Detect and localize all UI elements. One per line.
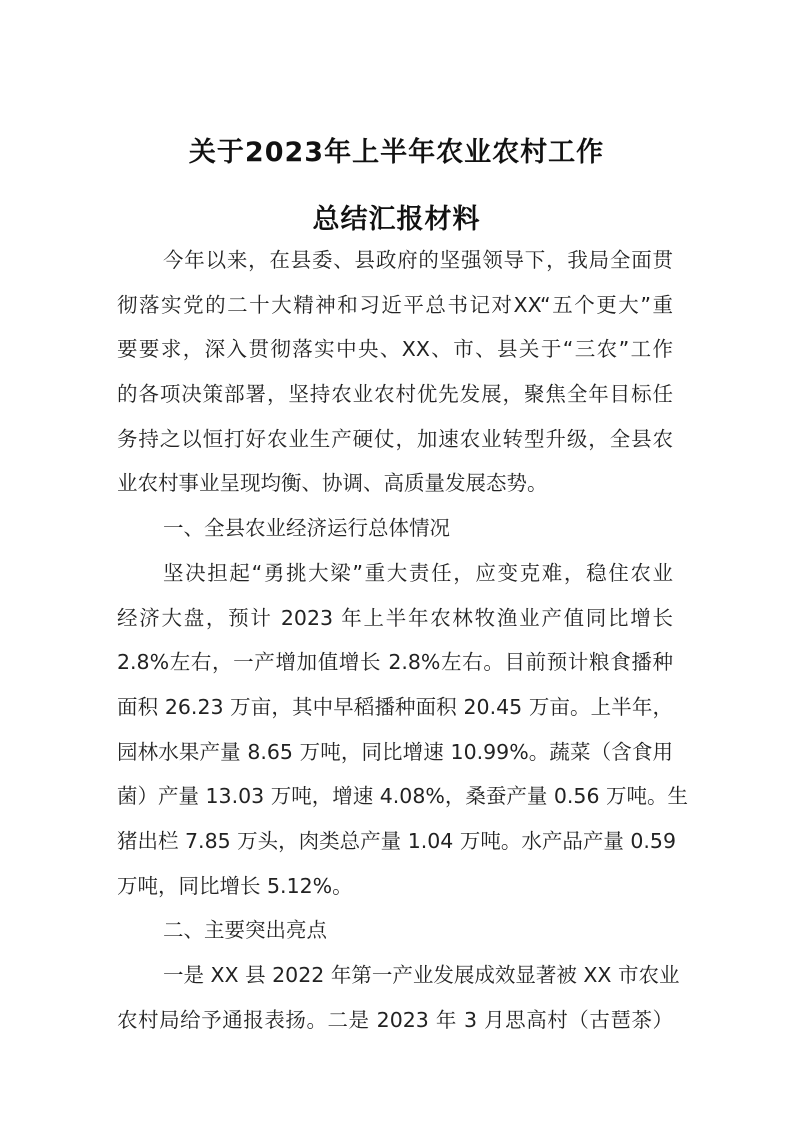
- text-line: 经济大盘，预计 2023 年上半年农林牧渔业产值同比增长: [117, 605, 673, 630]
- section-heading: [117, 916, 673, 961]
- paragraph: [117, 559, 689, 917]
- text-line: 园林水果产量 8.65 万吨，同比增速 10.99%。蔬菜（含食用: [117, 739, 673, 764]
- document-title-line-1: 关于2023年上半年农业农村工作: [188, 137, 605, 168]
- text-line: 要要求，深入贯彻落实中央、XX、市、县关于“三农”工作: [117, 337, 673, 362]
- section-heading: [117, 514, 673, 559]
- text-line: 一是 XX 县 2022 年第一产业发展成效显著被 XX 市农业: [163, 963, 680, 987]
- text-line: 今年以来，在县委、县政府的坚强领导下，我局全面贯: [163, 248, 673, 272]
- text-line: 的各项决策部署，坚持农业农村优先发展，聚焦全年目标任: [117, 382, 673, 407]
- text-line: 二、主要突出亮点: [163, 918, 327, 943]
- text-line: 2.8%左右，一产增加值增长 2.8%左右。目前预计粮食播种: [117, 650, 673, 675]
- text-line: 万吨，同比增长 5.12%。: [117, 873, 353, 898]
- text-line: 业农村事业呈现均衡、协调、高质量发展态势。: [117, 471, 548, 496]
- paragraph: [117, 246, 673, 514]
- text-line: 面积 26.23 万亩，其中早稻播种面积 20.45 万亩。上半年，: [117, 694, 673, 719]
- text-line: 坚决担起“勇挑大梁”重大责任，应变克难，稳住农业: [163, 560, 673, 585]
- text-line: 菌）产量 13.03 万吨，增速 4.08%，桑蚕产量 0.56 万吨。生: [117, 784, 689, 809]
- document-title-line-2: 总结汇报材料: [312, 204, 481, 235]
- text-line: 一、全县农业经济运行总体情况: [163, 516, 450, 541]
- text-line: 务持之以恒打好农业生产硬仗，加速农业转型升级，全县农: [117, 426, 673, 451]
- text-line: 农村局给予通报表扬。二是 2023 年 3 月思高村（古琶茶）: [117, 1007, 673, 1032]
- paragraph: [117, 961, 680, 1050]
- text-line: 猪出栏 7.85 万头，肉类总产量 1.04 万吨。水产品产量 0.59: [117, 828, 677, 853]
- text-line: 彻落实党的二十大精神和习近平总书记对XX“五个更大”重: [117, 292, 673, 317]
- document-body: [117, 246, 689, 1050]
